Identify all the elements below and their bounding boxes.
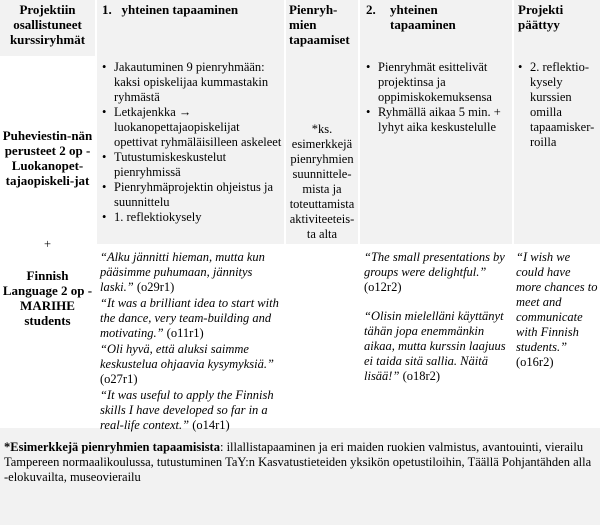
- meeting1-quotes: [100, 250, 282, 434]
- list-item: • Pienryhmät esittelivät projektinsa ja oppimiskokemuksensa: [364, 60, 510, 105]
- header-small-groups: Pienryh-mien tapaamiset: [289, 2, 350, 47]
- quote-text: “Olisin mielelläni käyttänyt tähän jopa enemmänkin aikaa, mutta kurssin laajuus ei taida sitä sallia. Näitä lisää!”: [364, 309, 506, 383]
- quote-code: (o18r2): [402, 369, 441, 383]
- meeting1-bullet-list: [100, 60, 282, 225]
- header-meeting1: [102, 2, 282, 17]
- plus-sign: +: [43, 237, 52, 251]
- meeting2-bullet-list: [364, 60, 510, 135]
- quote-text: “Alku jännitti hieman, mutta kun pääsimme puhumaan, jännitys laski.”: [100, 250, 265, 294]
- list-item: • Letkajenkka → luokanopettajaopiskelijat opettivat ryhmäläisilleen askeleet: [100, 105, 282, 150]
- header-project-ends: Projekti päättyy: [518, 2, 564, 32]
- quote: [100, 342, 282, 387]
- group2-label: Finnish Language 2 op - MARIHE students: [2, 268, 93, 328]
- small-groups-note: *ks. esimerkkejä pienryhmien suunnittele-mista ja toteuttamista aktiviteeteis-ta alta: [289, 122, 355, 241]
- list-item: • Jakautuminen 9 pienryhmään: kaksi opiskelijaa kummastakin ryhmästä: [100, 60, 282, 105]
- list-item: • Ryhmällä aikaa 5 min. + lyhyt aika keskustelulle: [364, 105, 510, 135]
- quote: [100, 388, 282, 433]
- quote-code: (o29r1): [136, 280, 175, 294]
- quote-text: “I wish we could have more chances to meet and communicate with Finnish students.”: [516, 250, 598, 354]
- quote-code: (o12r2): [364, 280, 402, 294]
- footer-text: : illallistapaaminen ja eri maiden ruokien valmistus, avantouinti, vierailu Tampereen normaalikoulussa, tutustuminen TaY:n Kasvatustieteiden yksikön opetustiloihin, Täällä Pohjantähden alla -elokuvailta, museovierailu: [4, 440, 592, 484]
- group1-label: Puheviestin-nän perusteet 2 op - Luokanopet-tajaopiskeli-jat: [2, 128, 93, 188]
- header-meeting2-label: yhteinen tapaaminen: [390, 2, 456, 32]
- footer-label: *Esimerkkejä pienryhmien tapaamisista: [4, 440, 220, 454]
- quote-code: (o11r1): [166, 326, 204, 340]
- header-meeting1-label: yhteinen tapaaminen: [121, 2, 239, 17]
- quote: [516, 250, 598, 370]
- list-item: • Tutustumiskeskustelut pienryhmissä: [100, 150, 282, 180]
- quote-text: “It was a brilliant idea to start with the dance, very team-building and motivating.”: [100, 296, 279, 340]
- meeting2-quotes: [364, 250, 510, 385]
- quote-code: (o27r1): [100, 372, 138, 386]
- quote-text: “Oli hyvä, että aluksi saimme keskustelua ohjaavia kysymyksiä.”: [100, 342, 274, 371]
- header-meeting2: [366, 2, 506, 32]
- header-meeting2-number: 2.: [366, 2, 376, 17]
- list-item: • 2. reflektio-kysely kurssien omilla tapaamisker-roilla: [516, 60, 596, 150]
- quote: [364, 250, 510, 295]
- quote-code: (o16r2): [516, 355, 554, 369]
- header-meeting1-number: 1.: [102, 2, 112, 17]
- quote: [364, 309, 510, 384]
- quote-text: “The small presentations by groups were delightful.”: [364, 250, 505, 279]
- list-item: • 1. reflektiokysely: [100, 210, 282, 225]
- quote-text: “It was useful to apply the Finnish skills I have developed so far in a real-life context.”: [100, 388, 274, 432]
- header-groups: Projektiin osallistuneet kurssiryhmät: [9, 2, 86, 47]
- end-bullet-list: [516, 60, 596, 150]
- list-item: • Pienryhmäprojektin ohjeistus ja suunnittelu: [100, 180, 282, 210]
- quote: [100, 250, 282, 295]
- end-quotes: [516, 250, 598, 371]
- quote-code: (o14r1): [192, 418, 230, 432]
- quote: [100, 296, 282, 341]
- footer-note: [4, 440, 596, 485]
